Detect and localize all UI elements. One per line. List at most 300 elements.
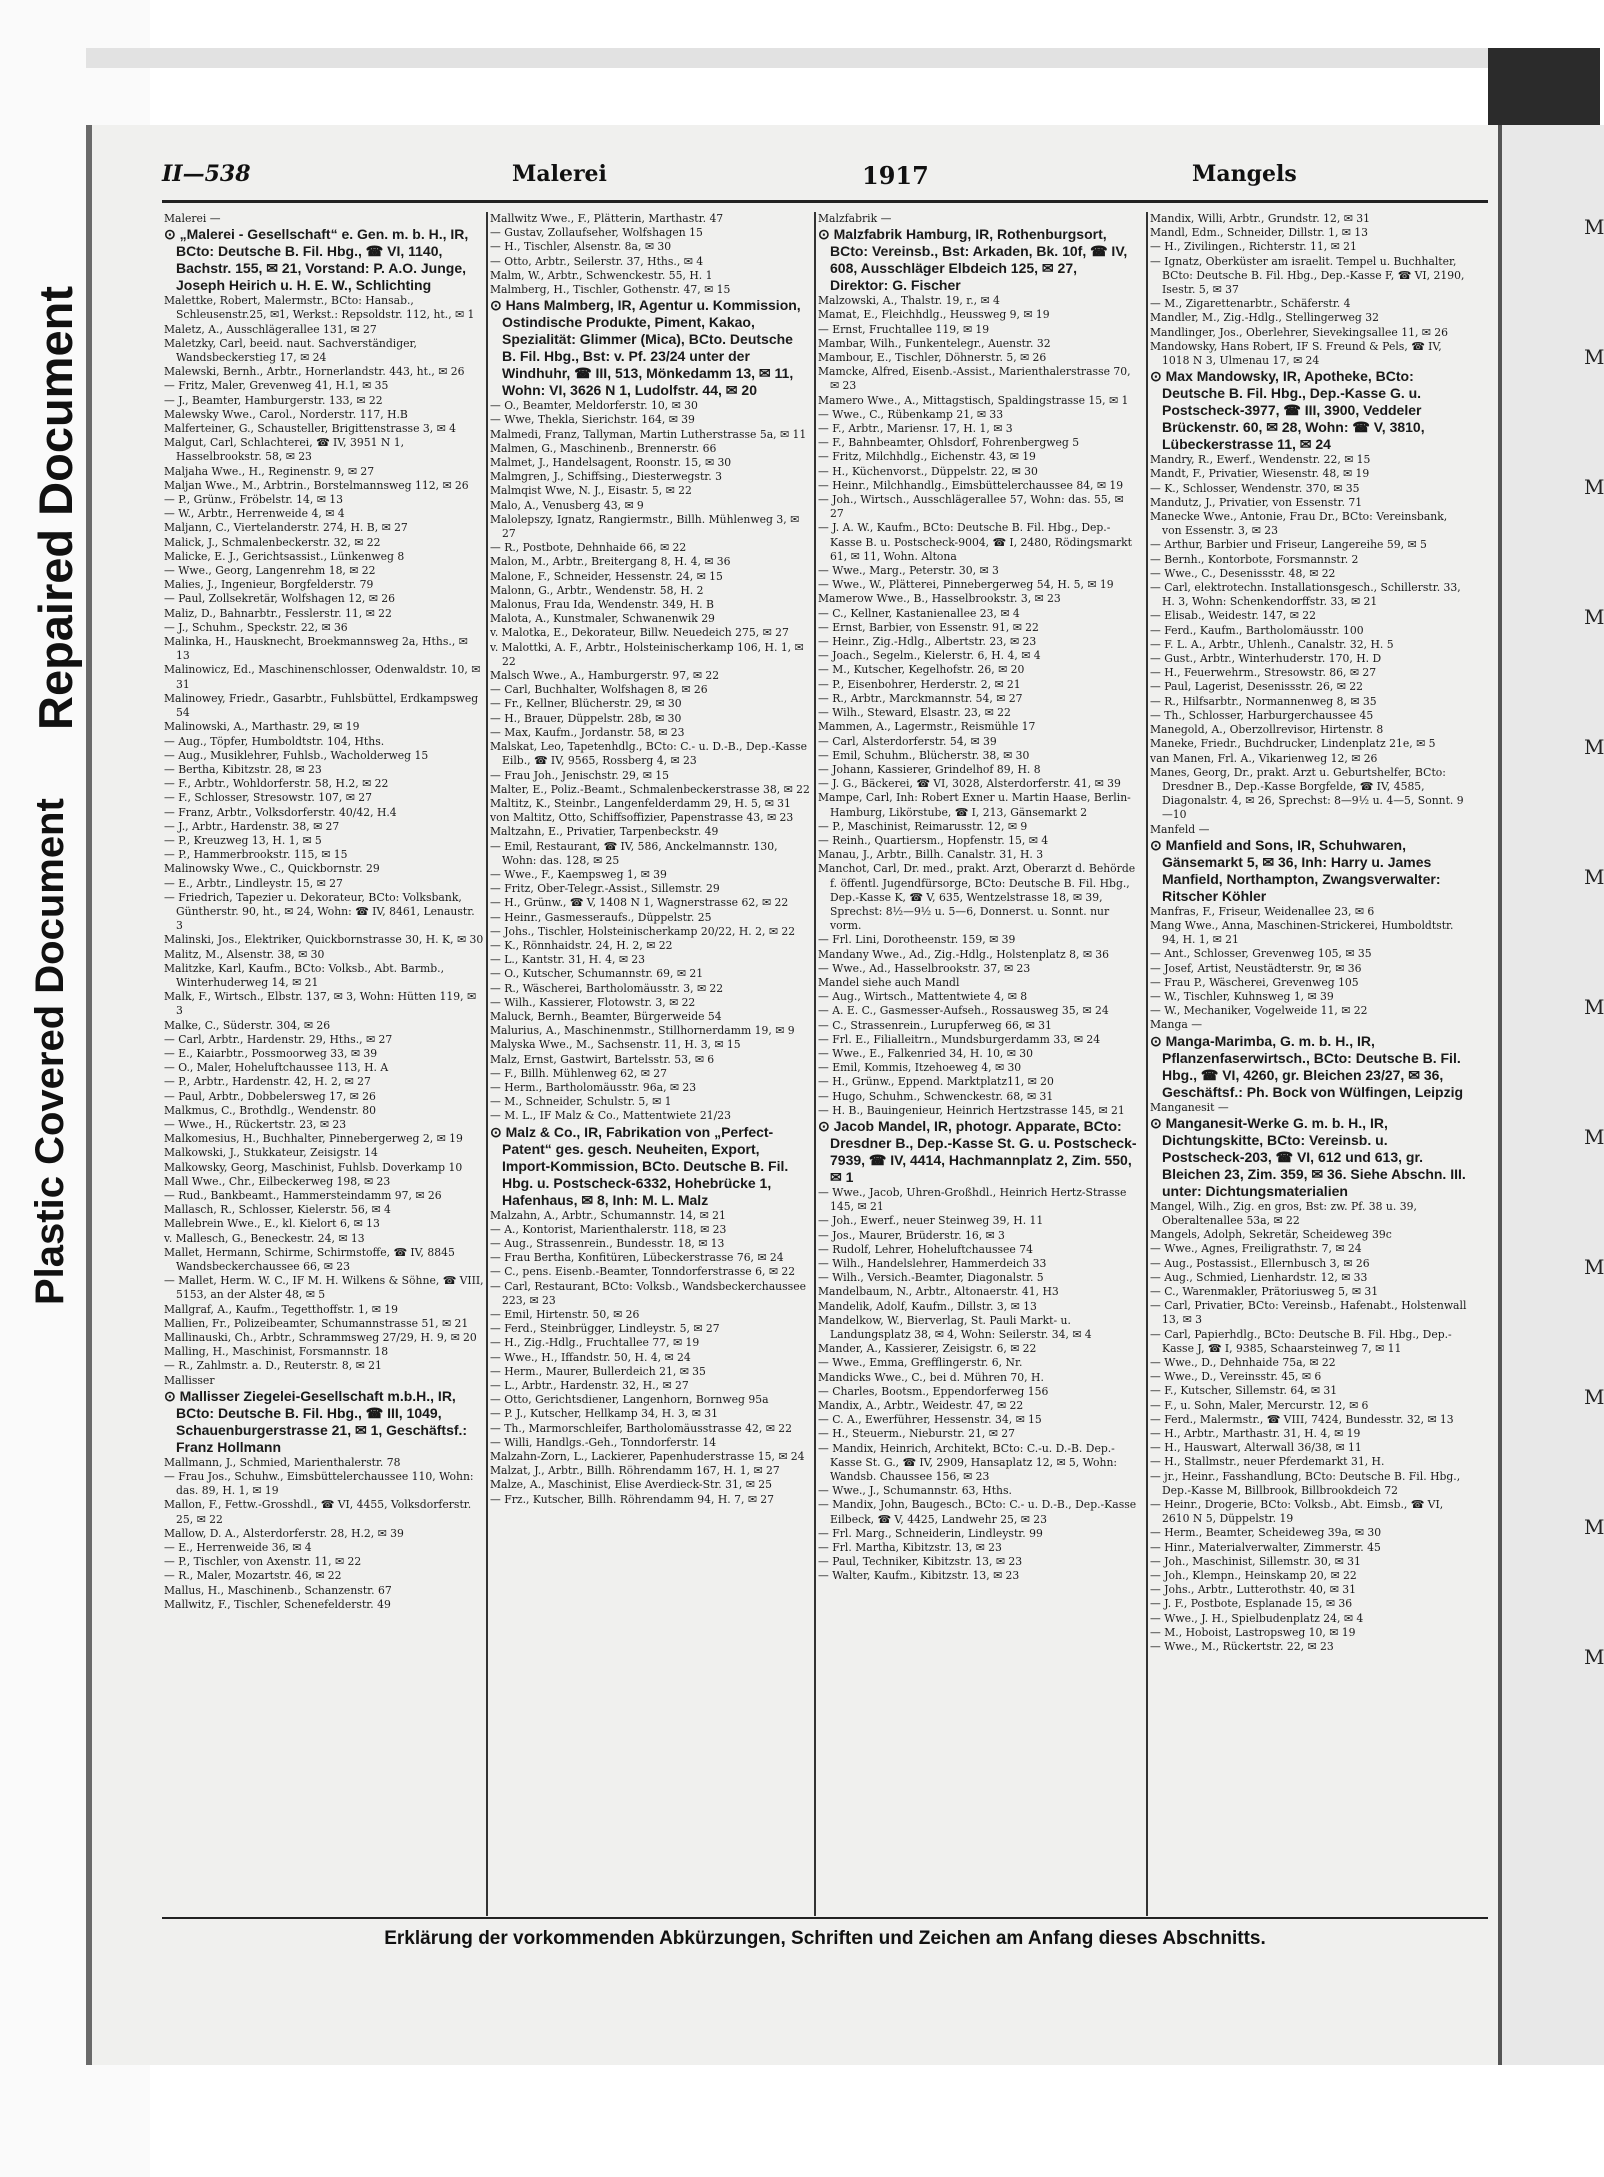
- directory-entry: Malitzke, Karl, Kaufm., BCto: Volksb., Abt. Barmb., Winterhuderweg 14, ✉ 21: [164, 961, 445, 989]
- column-divider: [1146, 212, 1148, 1916]
- directory-entry: Malerei —: [164, 212, 221, 225]
- directory-entry: — E., Herrenweide 36, ✉ 4: [164, 1541, 312, 1555]
- directory-entry: — Ferd., Malermstr., ☎ VIII, 7424, Bundesstr. 32, ✉ 13: [1150, 1412, 1454, 1426]
- directory-entry: — Fritz, Maler, Grevenweg 41, H.1, ✉ 35: [164, 379, 389, 393]
- directory-entry: — Otto, Arbtr., Seilerstr. 37, Hths., ✉ 4: [490, 254, 704, 268]
- directory-entry: — W., Arbtr., Herrenweide 4, ✉ 4: [164, 507, 345, 521]
- directory-entry: ⊙ Max Mandowsky, IR, Apotheke, BCto: Deutsche B. Fil. Hbg., Dep.-Kasse G. u. Postscheck-3977, ☎ III, 3900, Veddeler Brückenstr. 60, ✉ 28, Wohn: ☎ V, 3810, Lübeckerstrasse 11, ✉ 24: [1150, 368, 1425, 453]
- directory-entry: Malitz, M., Alsenstr. 38, ✉ 30: [164, 947, 325, 961]
- directory-entry: — Wwe., D., Dehnhaide 75a, ✉ 22: [1150, 1355, 1336, 1369]
- directory-entry: — Joach., Segelm., Kielerstr. 6, H. 4, ✉ 4: [818, 649, 1041, 663]
- directory-entry: — Ernst, Barbier, von Essenstr. 91, ✉ 22: [818, 620, 1039, 634]
- directory-entry: — K., Rönnhaidstr. 24, H. 2, ✉ 22: [490, 938, 673, 952]
- directory-entry: — F., Bahnbeamter, Ohlsdorf, Fohrenbergweg 5: [818, 436, 1080, 450]
- directory-entry: Malonus, Frau Ida, Wendenstr. 349, H. B: [490, 598, 714, 612]
- directory-entry: Mallgraf, A., Kaufm., Tegetthoffstr. 1, ✉ 19: [164, 1302, 398, 1316]
- directory-entry: Maneke, Friedr., Buchdrucker, Lindenplatz 21e, ✉ 5: [1150, 737, 1436, 751]
- directory-entry: — Wwe., E., Falkenried 34, H. 10, ✉ 30: [818, 1046, 1034, 1060]
- directory-entry: Manau, J., Arbtr., Billh. Canalstr. 31, H. 3: [818, 848, 1044, 862]
- directory-entry: — M. L., IF Malz & Co., Mattentwiete 21/23: [490, 1109, 731, 1123]
- adjacent-page-edge: [1498, 125, 1604, 2065]
- directory-entry: Malzahn-Zorn, L., Lackierer, Papenhuderstrasse 15, ✉ 24: [490, 1450, 805, 1464]
- directory-entry: Maljaha Wwe., H., Reginenstr. 9, ✉ 27: [164, 464, 375, 478]
- directory-entry: — Wwe., W., Plätterei, Pinnebergerweg 54, H. 5, ✉ 19: [818, 578, 1114, 592]
- directory-entry: Malinowsky Wwe., C., Quickbornstr. 29: [164, 862, 380, 876]
- directory-entry: — H., Küchenvorst., Düppelstr. 22, ✉ 30: [818, 464, 1038, 478]
- directory-entry: — Heinr., Drogerie, BCto: Volksb., Abt. Eimsb., ☎ VI, 2610 N 5, Düppelstr. 19: [1150, 1498, 1444, 1526]
- directory-entry: — Wwe., F., Kaempsweg 1, ✉ 39: [490, 867, 667, 881]
- directory-entry: Malk, F., Wirtsch., Elbstr. 137, ✉ 3, Wohn: Hütten 119, ✉ 3: [164, 990, 476, 1018]
- directory-entry: — Gustav, Zollaufseher, Wolfshagen 15: [490, 226, 703, 240]
- header-right-word: Mangels: [1192, 161, 1297, 187]
- directory-entry: Mallwitz, F., Tischler, Schenefelderstr. 49: [164, 1597, 391, 1611]
- column-divider: [486, 212, 488, 1916]
- column-4: [1150, 212, 1470, 1912]
- directory-entry: — R., Zahlmstr. a. D., Reuterstr. 8, ✉ 21: [164, 1359, 382, 1373]
- directory-entry: — Frl. E., Filialleitrn., Mundsburgerdamm 33, ✉ 24: [818, 1032, 1101, 1046]
- directory-entry: — H., Zig.-Hdlg., Fruchtallee 77, ✉ 19: [490, 1336, 700, 1350]
- edge-mark: M: [1584, 1255, 1604, 1279]
- directory-entry: — H., Stallmstr., neuer Pferdemarkt 31, H.: [1150, 1455, 1385, 1469]
- directory-entry: Malick, J., Schmalenbeckerstr. 32, ✉ 22: [164, 535, 381, 549]
- directory-entry: Mallisser: [164, 1373, 215, 1387]
- directory-entry: — H., Feuerwehrm., Stresowstr. 86, ✉ 27: [1150, 666, 1377, 680]
- directory-entry: — Joh., Maschinist, Sillemstr. 30, ✉ 31: [1150, 1554, 1361, 1568]
- directory-entry: — Bertha, Kibitzstr. 28, ✉ 23: [164, 762, 322, 776]
- directory-entry: — P. J., Kutscher, Hellkamp 34, H. 3, ✉ 31: [490, 1407, 718, 1421]
- directory-entry: — Fritz, Milchhdlg., Eichenstr. 43, ✉ 19: [818, 450, 1036, 464]
- page-header: [162, 161, 1492, 197]
- directory-entry: Mall Wwe., Chr., Eilbeckerweg 198, ✉ 23: [164, 1174, 391, 1188]
- directory-entry: — H., Steuerm., Nieburstr. 21, ✉ 27: [818, 1427, 1015, 1441]
- directory-entry: Malze, A., Maschinist, Elise Averdieck-Str. 31, ✉ 25: [490, 1478, 772, 1492]
- directory-entry: Malota, A., Kunstmaler, Schwanenwik 29: [490, 612, 715, 626]
- directory-entry: — O., Beamter, Meldorferstr. 10, ✉ 30: [490, 399, 698, 413]
- directory-entry: — Carl, Restaurant, BCto: Volksb., Wandsbeckerchaussee 223, ✉ 23: [490, 1279, 806, 1307]
- directory-entry: Malinowicz, Ed., Maschinenschlosser, Odenwaldstr. 10, ✉ 31: [164, 663, 481, 691]
- directory-entry: — Elisab., Weidestr. 147, ✉ 22: [1150, 609, 1316, 623]
- directory-entry: — Wwe., Marg., Peterstr. 30, ✉ 3: [818, 564, 999, 578]
- directory-entry: — Frl. Martha, Kibitzstr. 13, ✉ 23: [818, 1541, 1002, 1555]
- directory-entry: — Emil, Hirtenstr. 50, ✉ 26: [490, 1308, 640, 1321]
- directory-page: [86, 125, 1504, 2065]
- directory-entry: — Wwe., C., Desenissstr. 48, ✉ 22: [1150, 566, 1336, 580]
- directory-entry: — W., Mechaniker, Vogelweide 11, ✉ 22: [1150, 1004, 1368, 1018]
- directory-entry: — O., Kutscher, Schumannstr. 69, ✉ 21: [490, 967, 704, 981]
- directory-entry: — K., Schlosser, Wendenstr. 370, ✉ 35: [1150, 481, 1360, 495]
- directory-entry: — Wwe., M., Rückertstr. 22, ✉ 23: [1150, 1640, 1334, 1654]
- directory-entry: — Fr., Kellner, Blücherstr. 29, ✉ 30: [490, 697, 682, 711]
- directory-entry: Mandl, Edm., Schneider, Dillstr. 1, ✉ 13: [1150, 226, 1369, 240]
- directory-entry: Mamero Wwe., A., Mittagstisch, Spaldingstrasse 15, ✉ 1: [818, 393, 1129, 407]
- edge-mark: M: [1584, 345, 1604, 369]
- edge-mark: M: [1584, 1515, 1604, 1539]
- directory-entry: — Frl. Lini, Dorotheenstr. 159, ✉ 39: [818, 933, 1016, 947]
- directory-entry: Mander, A., Kassierer, Zeisigstr. 6, ✉ 22: [818, 1342, 1037, 1356]
- directory-entry: — Wwe., Ad., Hasselbrookstr. 37, ✉ 23: [818, 961, 1031, 975]
- directory-entry: v. Malotka, E., Dekorateur, Billw. Neuedeich 275, ✉ 27: [490, 626, 789, 640]
- directory-entry: — Carl, Buchhalter, Wolfshagen 8, ✉ 26: [490, 683, 708, 697]
- directory-entry: Mangels, Adolph, Sekretär, Scheideweg 39c: [1150, 1228, 1392, 1242]
- edge-mark: M: [1584, 475, 1604, 499]
- directory-entry: — Johs., Tischler, Holsteinischerkamp 20/22, H. 2, ✉ 22: [490, 924, 796, 938]
- directory-entry: — Wwe., Emma, Grefflingerstr. 6, Nr.: [818, 1356, 1023, 1370]
- directory-entry: Maliz, D., Bahnarbtr., Fesslerstr. 11, ✉ 22: [164, 606, 392, 620]
- directory-entry: Manchot, Carl, Dr. med., prakt. Arzt, Oberarzt d. Behörde f. öffentl. Jugendfürsorge, BCto: Deutsche B. Fil. Hbg., Dep.-Kasse K, ☎ V, 635, Wentzelstrasse 18, ✉ 39, Sprechst: 8½—9½ u. 5—6, Donnerst. u. Sonnt. nur vorm.: [818, 862, 1136, 933]
- header-year: 1917: [862, 161, 929, 190]
- directory-entry: — Wwe., H., Iffandstr. 50, H. 4, ✉ 24: [490, 1350, 691, 1364]
- directory-entry: Malo, A., Venusberg 43, ✉ 9: [490, 498, 644, 512]
- directory-entry: — J. A. W., Kaufm., BCto: Deutsche B. Fil. Hbg., Dep.-Kasse B. u. Postscheck-9004, ☎ I, 2480, Rödingsmarkt 61, ✉ 11, Wohn. Altona: [818, 521, 1133, 563]
- directory-entry: Malinski, Jos., Elektriker, Quickbornstrasse 30, H. K, ✉ 30: [164, 933, 484, 947]
- directory-entry: Mandicks Wwe., C., bei d. Mühren 70, H.: [818, 1370, 1044, 1384]
- directory-entry: — F., Kutscher, Sillemstr. 64, ✉ 31: [1150, 1384, 1338, 1398]
- directory-entry: Malzowski, A., Thalstr. 19, r., ✉ 4: [818, 294, 1000, 308]
- directory-entry: — Herm., Bartholomäusstr. 96a, ✉ 23: [490, 1080, 697, 1094]
- directory-entry: — Rudolf, Lehrer, Hoheluftchaussee 74: [818, 1242, 1033, 1256]
- directory-entry: — Carl, Privatier, BCto: Vereinsb., Hafenabt., Holstenwall 13, ✉ 3: [1150, 1299, 1467, 1327]
- directory-entry: Mandelbaum, N., Arbtr., Altonaerstr. 41, H3: [818, 1285, 1059, 1299]
- directory-entry: Manfras, F., Friseur, Weidenallee 23, ✉ 6: [1150, 904, 1375, 918]
- directory-entry: — Johann, Kassierer, Grindelhof 89, H. 8: [818, 762, 1041, 776]
- column-2: [490, 212, 810, 1912]
- directory-entry: Malmedi, Franz, Tallyman, Martin Lutherstrasse 5a, ✉ 11: [490, 427, 807, 441]
- directory-entry: — F., Schlosser, Stresowstr. 107, ✉ 27: [164, 791, 372, 805]
- directory-entry: Malzahn, A., Arbtr., Schumannstr. 14, ✉ 21: [490, 1208, 726, 1222]
- directory-entry: — L., Arbtr., Hardenstr. 32, H., ✉ 27: [490, 1379, 689, 1393]
- directory-entry: — Emil, Kommis, Itzehoeweg 4, ✉ 30: [818, 1061, 1022, 1075]
- directory-entry: ⊙ Mallisser Ziegelei-Gesellschaft m.b.H., IR, BCto: Deutsche B. Fil. Hbg., ☎ III, 1049, Schauenburgerstrasse 21, ✉ 1, Geschäftsf.: Franz Hollmann: [164, 1387, 468, 1455]
- directory-entry: — L., Kantstr. 31, H. 4, ✉ 23: [490, 953, 646, 967]
- directory-entry: — C., Kellner, Kastanienallee 23, ✉ 4: [818, 606, 1020, 620]
- directory-entry: — H., Zivilingen., Richterstr. 11, ✉ 21: [1150, 240, 1357, 254]
- directory-entry: van Manen, Frl. A., Vikarienweg 12, ✉ 26: [1150, 751, 1378, 765]
- directory-entry: Malonn, G., Arbtr., Wendenstr. 58, H. 2: [490, 583, 704, 597]
- directory-entry: — Reinh., Quartiersm., Hopfenstr. 15, ✉ 4: [818, 833, 1049, 847]
- directory-entry: — R., Postbote, Dehnhaide 66, ✉ 22: [490, 541, 687, 555]
- directory-entry: Manga —: [1150, 1018, 1203, 1032]
- directory-entry: Malmen, G., Maschinenb., Brennerstr. 66: [490, 441, 717, 455]
- column-3: [818, 212, 1138, 1912]
- scan-top-band: [86, 48, 1488, 68]
- directory-entry: Malke, C., Süderstr. 304, ✉ 26: [164, 1018, 331, 1032]
- directory-entry: — C. A., Ewerführer, Hessenstr. 34, ✉ 15: [818, 1413, 1042, 1427]
- directory-entry: Malmet, J., Handelsagent, Roonstr. 15, ✉ 30: [490, 456, 732, 470]
- directory-entry: ⊙ „Malerei - Gesellschaft“ e. Gen. m. b. H., IR, BCto: Deutsche B. Fil. Hbg., ☎ VI, 1140, Bachstr. 155, ✉ 21, Vorstand: P. A.O. Junge, Joseph Heirich u. H. E. W., Schlichting: [164, 226, 469, 294]
- edge-mark: M: [1584, 215, 1604, 239]
- directory-entry: — Mandix, Heinrich, Architekt, BCto: C.-u. D.-B. Dep.-Kasse St. G., ☎ IV, 2909, Hansaplatz 12, ✉ 5, Wohn: Wandsb. Chaussee 156, ✉ 23: [818, 1441, 1118, 1484]
- directory-entry: — E., Arbtr., Lindleystr. 15, ✉ 27: [164, 876, 343, 890]
- directory-entry: Maltitz, K., Steinbr., Langenfelderdamm 29, H. 5, ✉ 31: [490, 796, 791, 810]
- directory-entry: — Fritz, Ober-Telegr.-Assist., Sillemstr. 29: [490, 882, 720, 896]
- directory-entry: — F., Arbtr., Wohldorferstr. 58, H.2, ✉ 22: [164, 777, 389, 791]
- directory-entry: Maluck, Bernh., Beamter, Bürgerweide 54: [490, 1009, 722, 1023]
- directory-entry: — Wilh., Steward, Elsastr. 23, ✉ 22: [818, 706, 1011, 720]
- directory-entry: Mamerow Wwe., B., Hasselbrookstr. 3, ✉ 23: [818, 592, 1061, 606]
- directory-entry: — C., pens. Eisenb.-Beamter, Tonndorferstrasse 6, ✉ 22: [490, 1265, 796, 1279]
- directory-entry: — Aug., Musiklehrer, Fuhlsb., Wacholderweg 15: [164, 748, 429, 762]
- directory-entry: — Mallet, Herm. W. C., IF M. H. Wilkens & Söhne, ☎ VIII, 5153, an der Alster 48, ✉ 5: [164, 1274, 484, 1302]
- directory-entry: Mallebrein Wwe., E., kl. Kielort 6, ✉ 13: [164, 1217, 380, 1231]
- directory-entry: — J., Beamter, Hamburgerstr. 133, ✉ 22: [164, 393, 383, 407]
- directory-entry: Malinka, H., Hausknecht, Broekmannsweg 2a, Hths., ✉ 13: [164, 635, 468, 663]
- directory-entry: — H. B., Bauingenieur, Heinrich Hertzstrasse 145, ✉ 21: [818, 1103, 1125, 1117]
- directory-entry: Mallet, Hermann, Schirme, Schirmstoffe, ☎ IV, 8845 Wandsbeckerchaussee 66, ✉ 23: [164, 1245, 455, 1274]
- directory-entry: Malsch Wwe., A., Hamburgerstr. 97, ✉ 22: [490, 669, 720, 683]
- directory-entry: — Bernh., Kontorbote, Forsmannstr. 2: [1150, 552, 1359, 566]
- directory-entry: — Aug., Wirtsch., Mattentwiete 4, ✉ 8: [818, 990, 1028, 1004]
- directory-entry: — Rud., Bankbeamt., Hammersteindamm 97, ✉ 26: [164, 1189, 442, 1202]
- column-divider: [814, 212, 816, 1916]
- directory-entry: ⊙ Manfield and Sons, IR, Schuhwaren, Gänsemarkt 5, ✉ 36, Inh: Harry u. James Manfield, Northampton, Zwangsverwalter: Ritscher Köhler: [1150, 836, 1441, 904]
- directory-entry: — R., Wäscherei, Bartholomäusstr. 3, ✉ 22: [490, 981, 724, 995]
- directory-entry: — Paul, Zollsekretär, Wolfshagen 12, ✉ 26: [164, 592, 396, 606]
- directory-entry: — E., Kaiarbtr., Possmoorweg 33, ✉ 39: [164, 1046, 378, 1060]
- directory-entry: — Johs., Arbtr., Lutterothstr. 40, ✉ 31: [1150, 1583, 1357, 1597]
- edge-mark: M: [1584, 1125, 1604, 1149]
- directory-entry: Malurius, A., Maschinenmstr., Stillhornerdamm 19, ✉ 9: [490, 1024, 795, 1038]
- directory-entry: Mallasch, R., Schlosser, Kielerstr. 56, ✉ 4: [164, 1203, 391, 1217]
- page-number: II—538: [162, 161, 251, 187]
- directory-entry: Mandt, F., Privatier, Wiesenstr. 48, ✉ 19: [1150, 467, 1370, 481]
- directory-entry: — Carl, Alsterdorferstr. 54, ✉ 39: [818, 734, 997, 748]
- directory-entry: — Heinr., Zig.-Hdlg., Albertstr. 23, ✉ 23: [818, 635, 1037, 649]
- directory-entry: Malinowski, A., Marthastr. 29, ✉ 19: [164, 720, 360, 734]
- directory-entry: ⊙ Jacob Mandel, IR, photogr. Apparate, BCto: Dresdner B., Dep.-Kasse St. G. u. Postscheck-7939, ☎ IV, 4414, Hachmannplatz 2, Zim. 550, ✉ 1: [818, 1117, 1137, 1185]
- directory-entry: — H., Arbtr., Marthastr. 31, H. 4, ✉ 19: [1150, 1427, 1361, 1440]
- directory-entry: Maletzky, Carl, beeid. naut. Sachverständiger, Wandsbeckerstieg 17, ✉ 24: [164, 336, 417, 365]
- directory-entry: Malkmus, C., Brothdlg., Wendenstr. 80: [164, 1103, 376, 1117]
- directory-entry: ⊙ Malzfabrik Hamburg, IR, Rothenburgsort, BCto: Vereinsb., Bst: Arkaden, Bk. 10f, ☎ IV, 608, Ausschläger Elbdeich 125, ✉ 27, Direktor: G. Fischer: [818, 226, 1128, 294]
- directory-entry: — J., Schuhm., Speckstr. 22, ✉ 36: [164, 620, 348, 634]
- edge-mark: M: [1584, 1645, 1604, 1669]
- directory-entry: — F., u. Sohn, Maler, Mercurstr. 12, ✉ 6: [1150, 1398, 1369, 1412]
- directory-entry: Mambour, E., Tischler, Döhnerstr. 5, ✉ 26: [818, 351, 1047, 365]
- directory-entry: Manegold, A., Oberzollrevisor, Hirtenstr. 8: [1150, 723, 1384, 737]
- directory-entry: — Frau Bertha, Konfitüren, Lübeckerstrasse 76, ✉ 24: [490, 1251, 784, 1265]
- column-1: [164, 212, 484, 1912]
- directory-entry: — M., Zigarettenarbtr., Schäferstr. 4: [1150, 297, 1351, 311]
- directory-entry: Mallinauski, Ch., Arbtr., Schrammsweg 27/29, H. 9, ✉ 20: [164, 1331, 477, 1345]
- header-rule: [162, 200, 1488, 203]
- directory-entry: — F., Billh. Mühlenweg 62, ✉ 27: [490, 1066, 667, 1080]
- directory-entry: — Heinr., Milchhandlg., Eimsbüttelerchaussee 84, ✉ 19: [818, 478, 1124, 492]
- directory-entry: — Wilh., Versich.-Beamter, Diagonalstr. 5: [818, 1271, 1044, 1285]
- directory-entry: — Aug., Strassenrein., Bundesstr. 18, ✉ 13: [490, 1236, 725, 1250]
- directory-entry: von Maltitz, Otto, Schiffsoffizier, Papenstrasse 43, ✉ 23: [490, 811, 794, 825]
- directory-entry: — Paul, Lagerist, Desenissstr. 26, ✉ 22: [1150, 680, 1363, 694]
- directory-entry: — Wwe., C., Rübenkamp 21, ✉ 33: [818, 407, 1004, 421]
- directory-entry: — Walter, Kaufm., Kibitzstr. 13, ✉ 23: [818, 1569, 1020, 1583]
- directory-entry: — P., Tischler, von Axenstr. 11, ✉ 22: [164, 1555, 362, 1569]
- directory-entry: Mallow, D. A., Alsterdorferstr. 28, H.2, ✉ 39: [164, 1526, 404, 1540]
- directory-entry: Mampe, Carl, Inh: Robert Exner u. Martin Haase, Berlin-Hamburg, Likörstube, ☎ I, 213, Gänsemarkt 2: [818, 791, 1131, 819]
- directory-entry: — H., Brauer, Düppelstr. 28b, ✉ 30: [490, 711, 682, 725]
- directory-entry: — C., Warenmakler, Prätoriusweg 5, ✉ 31: [1150, 1284, 1379, 1298]
- directory-entry: Mandelkow, W., Bierverlag, St. Pauli Markt- u. Landungsplatz 38, ✉ 4, Wohn: Seilerstr. 34, ✉ 4: [818, 1313, 1092, 1342]
- directory-entry: Mandry, R., Ewerf., Wendenstr. 22, ✉ 15: [1150, 453, 1371, 467]
- directory-entry: — Jos., Maurer, Brüderstr. 16, ✉ 3: [818, 1228, 1005, 1242]
- directory-entry: — Wwe., J. H., Spielbudenplatz 24, ✉ 4: [1150, 1611, 1364, 1625]
- directory-entry: — J. G., Bäckerei, ☎ VI, 3028, Alsterdorferstr. 41, ✉ 39: [818, 777, 1121, 791]
- directory-entry: — H., Hauswart, Alterwall 36/38, ✉ 11: [1150, 1441, 1362, 1455]
- directory-entry: Malferteiner, G., Schausteller, Brigittenstrasse 3, ✉ 4: [164, 422, 456, 436]
- directory-entry: — F. L. A., Arbtr., Uhlenh., Canalstr. 32, H. 5: [1150, 637, 1394, 651]
- directory-entry: Mandler, M., Zig.-Hdlg., Stellingerweg 32: [1150, 311, 1379, 325]
- directory-entry: — P., Eisenbohrer, Herderstr. 2, ✉ 21: [818, 677, 1021, 691]
- directory-entry: — Franz, Arbtr., Volksdorferstr. 40/42, H.4: [164, 805, 397, 819]
- directory-entry: — F., Arbtr., Mariensr. 17, H. 1, ✉ 3: [818, 422, 1013, 436]
- directory-entry: Malmqist Wwe, N. J., Eisastr. 5, ✉ 22: [490, 484, 692, 498]
- directory-entry: ⊙ Malz & Co., IR, Fabrikation von „Perfect-Patent“ ges. gesch. Neuheiten, Export, Import-Kommission, BCto. Deutsche B. Fil. Hbg. u. Postscheck-6332, Hohebrücke 1, Hafenhaus, ✉ 8, Inh: M. L. Malz: [490, 1123, 789, 1208]
- directory-entry: — Wwe., H., Rückertstr. 23, ✉ 23: [164, 1117, 347, 1131]
- directory-entry: ⊙ Hans Malmberg, IR, Agentur u. Kommission, Ostindische Produkte, Piment, Kakao, Spezialität: Glimmer (Mica), BCto. Deutsche B. Fil. Hbg., Bst: v. Pf. 23/24 unter der Windhuhr, ☎ III, 513, Mönkedamm 13, ✉ 11, Wohn: VI, 3626 N 1, Ludolfstr. 44, ✉ 20: [490, 297, 801, 399]
- edge-mark: M: [1584, 735, 1604, 759]
- directory-entry: Mambar, Wilh., Funkentelegr., Auenstr. 32: [818, 336, 1051, 350]
- header-left-word: Malerei: [512, 161, 607, 187]
- directory-entry: — Carl, Papierhdlg., BCto: Deutsche B. Fil. Hbg., Dep.-Kasse J, ☎ I, 9385, Schaarsteinweg 7, ✉ 11: [1150, 1327, 1452, 1355]
- directory-entry: — O., Maler, Hoheluftchaussee 113, H. A: [164, 1061, 389, 1075]
- directory-entry: — M., Hoboist, Lastropsweg 10, ✉ 19: [1150, 1625, 1356, 1639]
- directory-entry: Malkowsky, Georg, Maschinist, Fuhlsb. Doverkamp 10: [164, 1160, 463, 1174]
- directory-entry: Maletz, A., Ausschlägerallee 131, ✉ 27: [164, 322, 377, 336]
- directory-entry: — Herm., Maurer, Bullerdeich 21, ✉ 35: [490, 1364, 706, 1378]
- directory-entry: Mandlinger, Jos., Oberlehrer, Sievekingsallee 11, ✉ 26: [1150, 325, 1449, 339]
- directory-entry: Mammen, A., Lagermstr., Reismühle 17: [818, 720, 1036, 734]
- directory-entry: Malzfabrik —: [818, 212, 892, 225]
- directory-entry: Mamcke, Alfred, Eisenb.-Assist., Marienthalerstrasse 70, ✉ 23: [818, 365, 1131, 393]
- directory-entry: Malewski, Bernh., Arbtr., Hornerlandstr. 443, ht., ✉ 26: [164, 365, 465, 379]
- directory-entry: — A. E. C., Gasmesser-Aufseh., Rossausweg 35, ✉ 24: [818, 1004, 1109, 1018]
- repaired-document-label: Repaired Document: [29, 286, 82, 730]
- directory-entry: Mandelik, Adolf, Kaufm., Dillstr. 3, ✉ 13: [818, 1299, 1037, 1313]
- footer-note: Erklärung der vorkommenden Abkürzungen, Schriften und Zeichen am Anfang dieses Abschnitts.: [384, 1928, 1266, 1949]
- directory-entry: ⊙ Manga-Marimba, G. m. b. H., IR, Pflanzenfaserwirtsch., BCto: Deutsche B. Fil. Hbg., ☎ VI, 4260, gr. Bleichen 23/27, ✉ 36, Geschäftsf.: Ph. Bock von Wülfingen, Leipzig: [1150, 1032, 1464, 1100]
- plastic-covered-label: Plastic Covered Document: [28, 798, 72, 1305]
- directory-entry: — Frl. Marg., Schneiderin, Lindleystr. 99: [818, 1526, 1043, 1540]
- directory-entry: — Joh., Klempn., Heinskamp 20, ✉ 22: [1150, 1569, 1357, 1583]
- directory-entry: — Hinr., Materialverwalter, Zimmerstr. 45: [1150, 1540, 1381, 1554]
- directory-entry: Mandowsky, Hans Robert, IF S. Freund & Pels, ☎ IV, 1018 N 3, Ulmenau 17, ✉ 24: [1150, 339, 1442, 368]
- directory-entry: Malmberg, H., Tischler, Gothenstr. 47, ✉ 15: [490, 283, 731, 297]
- directory-entry: — Friedrich, Tapezier u. Dekorateur, BCto: Volksbank, Güntherstr. 90, ht., ✉ 24, Wohn: ☎ IV, 8461, Lenaustr. 3: [164, 890, 475, 933]
- edge-mark: M: [1584, 865, 1604, 889]
- directory-entry: Malkowski, J., Stukkateur, Zeisigstr. 14: [164, 1146, 378, 1160]
- directory-entry: Mallus, H., Maschinenb., Schanzenstr. 67: [164, 1583, 392, 1597]
- directory-entry: — Joh., Ewerf., neuer Steinweg 39, H. 11: [818, 1214, 1044, 1228]
- directory-entry: — R., Arbtr., Marckmannstr. 54, ✉ 27: [818, 691, 1023, 705]
- directory-entry: — Frau Joh., Jenischstr. 29, ✉ 15: [490, 768, 669, 782]
- directory-entry: — Charles, Bootsm., Eppendorferweg 156: [818, 1384, 1049, 1398]
- directory-entry: — Mandix, John, Baugesch., BCto: C.- u. D.-B., Dep.-Kasse Eilbeck, ☎ V, 4425, Landwehr 25, ✉ 23: [818, 1498, 1137, 1526]
- directory-entry: — Carl, Arbtr., Hardenstr. 29, Hths., ✉ 27: [164, 1032, 393, 1046]
- directory-entry: — Willi, Handlgs.-Geh., Tonndorferstr. 14: [490, 1435, 717, 1449]
- directory-entry: Malolepszy, Ignatz, Rangiermstr., Billh. Mühlenweg 3, ✉ 27: [490, 512, 800, 541]
- directory-entry: v. Malottki, A. F., Arbtr., Holsteinischerkamp 106, H. 1, ✉ 22: [490, 640, 804, 668]
- directory-entry: — Wwe, Thekla, Sierichstr. 164, ✉ 39: [490, 413, 695, 427]
- directory-entry: Mallmann, J., Schmied, Marienthalerstr. 78: [164, 1455, 401, 1469]
- directory-entry: Malies, J., Ingenieur, Borgfelderstr. 79: [164, 578, 374, 592]
- directory-entry: — Hugo, Schuhm., Schwenckestr. 68, ✉ 31: [818, 1089, 1054, 1103]
- directory-entry: Malon, M., Arbtr., Breitergang 8, H. 4, ✉ 36: [490, 555, 731, 569]
- directory-entry: — P., Maschinist, Reimarusstr. 12, ✉ 9: [818, 819, 1028, 833]
- directory-entry: Mang Wwe., Anna, Maschinen-Strickerei, Humboldtstr. 94, H. 1, ✉ 21: [1150, 918, 1454, 947]
- edge-mark: M: [1584, 995, 1604, 1019]
- directory-entry: — Arthur, Barbier und Friseur, Langereihe 59, ✉ 5: [1150, 538, 1427, 552]
- directory-entry: v. Mallesch, G., Beneckestr. 24, ✉ 13: [164, 1231, 365, 1245]
- directory-entry: Malewsky Wwe., Carol., Norderstr. 117, H.B: [164, 407, 408, 421]
- directory-entry: — Th., Schlosser, Harburgerchaussee 45: [1150, 708, 1374, 722]
- directory-entry: Malskat, Leo, Tapetenhdlg., BCto: C.- u. D.-B., Dep.-Kasse Eilb., ☎ IV, 9565, Rossberg 4, ✉ 23: [490, 740, 808, 768]
- directory-entry: Malz, Ernst, Gastwirt, Bartelsstr. 53, ✉ 6: [490, 1052, 715, 1066]
- directory-entry: — H., Grünw., ☎ V, 1408 N 1, Wagnerstrasse 62, ✉ 22: [490, 896, 789, 910]
- directory-entry: Mallien, Fr., Polizeibeamter, Schumannstrasse 51, ✉ 21: [164, 1316, 469, 1330]
- directory-entry: Malinowey, Friedr., Gasarbtr., Fuhlsbüttel, Erdkampsweg 54: [164, 691, 479, 720]
- directory-entry: — Aug., Postassist., Ellernbusch 3, ✉ 26: [1150, 1256, 1370, 1270]
- directory-entry: Mandix, Willi, Arbtr., Grundstr. 12, ✉ 31: [1150, 212, 1370, 225]
- directory-entry: — Aug., Schmied, Lienhardstr. 12, ✉ 33: [1150, 1270, 1368, 1284]
- directory-entry: — Paul, Techniker, Kibitzstr. 13, ✉ 23: [818, 1555, 1023, 1569]
- directory-entry: — Ignatz, Oberküster am israelit. Tempel u. Buchhalter, BCto: Deutsche B. Fil. Hbg., Dep.-Kasse F, ☎ VI, 2190, Isestr. 5, ✉ 37: [1150, 254, 1465, 297]
- directory-entry: Malone, F., Schneider, Hessenstr. 24, ✉ 15: [490, 569, 723, 583]
- directory-entry: — Emil, Restaurant, ☎ IV, 586, Anckelmannstr. 130, Wohn: das. 128, ✉ 25: [490, 839, 778, 867]
- directory-entry: — Frz., Kutscher, Billh. Röhrendamm 94, H. 7, ✉ 27: [490, 1492, 775, 1506]
- directory-entry: ⊙ Manganesit-Werke G. m. b. H., IR, Dichtungskitte, BCto: Vereinsb. u. Postscheck-203, ☎ VI, 612 und 613, gr. Bleichen 23, Zim. 359, ✉ 36. Siehe Abschn. III. unter: Dichtungsmaterialien: [1150, 1114, 1466, 1199]
- directory-entry: — Otto, Gerichtsdiener, Langenhorn, Bornweg 95a: [490, 1393, 769, 1407]
- directory-entry: Mallwitz Wwe., F., Plätterin, Marthastr. 47: [490, 212, 724, 225]
- directory-entry: Mallon, F., Fettw.-Grosshdl., ☎ VI, 4455, Volksdorferstr. 25, ✉ 22: [164, 1498, 472, 1526]
- directory-entry: — Aug., Töpfer, Humboldtstr. 104, Hths.: [164, 734, 385, 748]
- directory-entry: — P., Hammerbrookstr. 115, ✉ 15: [164, 848, 348, 862]
- directory-entry: — M., Schneider, Schulstr. 5, ✉ 1: [490, 1095, 672, 1109]
- directory-entry: Malettke, Robert, Malermstr., BCto: Hansab., Schleusenstr.25, ✉1, Werkst.: Repsoldstr. 112, ht., ✉ 1: [164, 294, 475, 322]
- directory-entry: — Heinr., Gasmesseraufs., Düppelstr. 25: [490, 910, 712, 924]
- directory-entry: — Ferd., Steinbrügger, Lindleystr. 5, ✉ 27: [490, 1322, 720, 1336]
- directory-entry: — Wwe., Jacob, Uhren-Großhdl., Heinrich Hertz-Strasse 145, ✉ 21: [818, 1185, 1127, 1214]
- directory-entry: — R., Hilfsarbtr., Normannenweg 8, ✉ 35: [1150, 694, 1377, 708]
- directory-entry: — Wilh., Handelslehrer, Hammerdeich 33: [818, 1257, 1047, 1270]
- footer-rule: [162, 1917, 1488, 1919]
- directory-entry: — Paul, Arbtr., Dobbelersweg 17, ✉ 26: [164, 1089, 376, 1103]
- directory-entry: — Gust., Arbtr., Winterhuderstr. 170, H. D: [1150, 652, 1382, 666]
- directory-entry: Malkomesius, H., Buchhalter, Pinnebergerweg 2, ✉ 19: [164, 1132, 463, 1146]
- directory-entry: — Wilh., Kassierer, Flotowstr. 3, ✉ 22: [490, 995, 696, 1009]
- directory-entry: Mangel, Wilh., Zig. en gros, Bst: zw. Pf. 38 u. 39, Oberaltenallee 53a, ✉ 22: [1150, 1199, 1417, 1227]
- directory-entry: Manecke Wwe., Antonie, Frau Dr., BCto: Vereinsbank, von Essenstr. 3, ✉ 23: [1150, 510, 1448, 538]
- directory-entry: Manes, Georg, Dr., prakt. Arzt u. Geburtshelfer, BCto: Dresdner B., Dep.-Kasse Borgfelde, ☎ IV, 4585, Diagonalstr. 4, ✉ 26, Sprechst: 8—9½ u. 4—5, Sonnt. 9—10: [1150, 765, 1464, 822]
- directory-entry: Malter, E., Poliz.-Beamt., Schmalenbeckerstrasse 38, ✉ 22: [490, 782, 810, 796]
- directory-entry: Mandel siehe auch Mandl: [818, 975, 960, 989]
- directory-entry: Malmgren, J., Schiffsing., Diesterwegstr. 3: [490, 470, 722, 484]
- directory-entry: — C., Strassenrein., Lurupferweg 66, ✉ 31: [818, 1018, 1052, 1032]
- directory-entry: Malgut, Carl, Schlachterei, ☎ IV, 3951 N 1, Hasselbrookstr. 58, ✉ 23: [164, 436, 405, 464]
- directory-entry: — P., Arbtr., Hardenstr. 42, H. 2, ✉ 27: [164, 1075, 371, 1089]
- scan-dark-corner: [1488, 48, 1600, 134]
- directory-entry: Malling, H., Maschinist, Forsmannstr. 18: [164, 1345, 389, 1359]
- directory-entry: — Ant., Schlosser, Grevenweg 105, ✉ 35: [1150, 947, 1372, 961]
- edge-mark: M: [1584, 605, 1604, 629]
- directory-entry: — A., Kontorist, Marienthalerstr. 118, ✉ 23: [490, 1222, 727, 1236]
- page-paper: [92, 125, 1498, 2065]
- directory-entry: Malzat, J., Arbtr., Billh. Röhrendamm 167, H. 1, ✉ 27: [490, 1464, 780, 1478]
- directory-entry: — Th., Marmorschleifer, Bartholomäusstrasse 42, ✉ 22: [490, 1421, 792, 1435]
- directory-entry: — jr., Heinr., Fasshandlung, BCto: Deutsche B. Fil. Hbg., Dep.-Kasse M, Billbrook, Billbrookdeich 72: [1150, 1469, 1461, 1497]
- directory-entry: Mandutz, J., Privatier, von Essenstr. 71: [1150, 495, 1363, 509]
- directory-entry: — H., Tischler, Alsenstr. 8a, ✉ 30: [490, 240, 672, 254]
- directory-entry: — Wwe., Agnes, Freiligrathstr. 7, ✉ 24: [1150, 1242, 1362, 1256]
- directory-entry: — Joh., Wirtsch., Ausschlägerallee 57, Wohn: das. 55, ✉ 27: [818, 493, 1124, 521]
- directory-entry: Maljan Wwe., M., Arbtrin., Borstelmannsweg 112, ✉ 26: [164, 478, 469, 492]
